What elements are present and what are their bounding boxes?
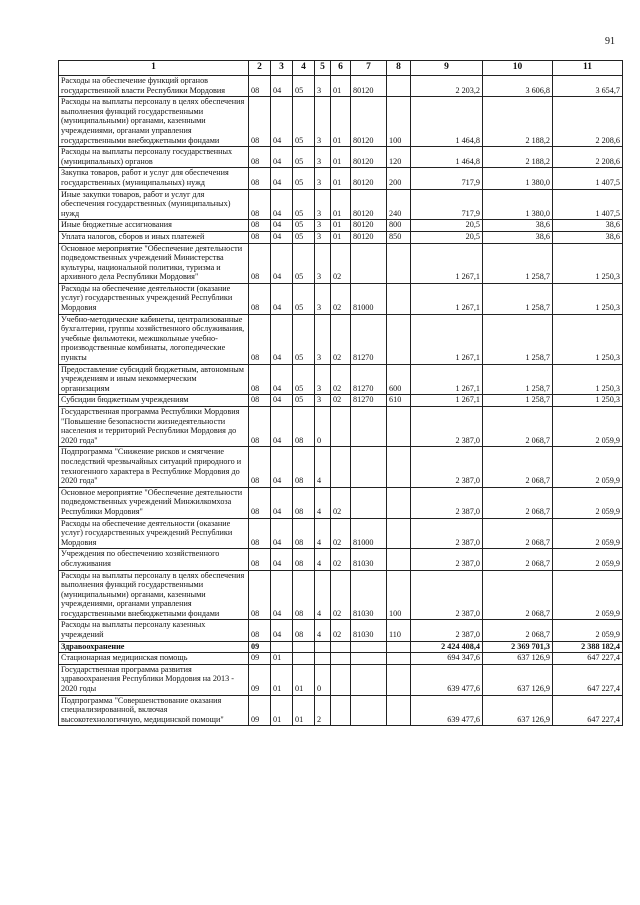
header-cell: 8 [387,61,411,76]
code-cell: 05 [293,364,315,395]
amount-cell: 2 068,7 [483,447,553,487]
table-row [59,487,623,518]
code-cell [293,653,315,665]
code-cell: 80120 [351,189,387,220]
code-cell: 05 [293,231,315,243]
amount-cell: 2 059,9 [553,407,623,447]
code-cell [315,641,331,653]
code-cell: 01 [331,76,351,97]
code-cell: 0 [315,407,331,447]
header-cell: 6 [331,61,351,76]
table-row [59,231,623,243]
amount-cell: 717,9 [411,168,483,189]
code-cell [331,695,351,726]
amount-cell: 694 347,6 [411,653,483,665]
header-cell: 9 [411,61,483,76]
amount-cell: 20,5 [411,231,483,243]
code-cell: 610 [387,395,411,407]
amount-cell: 38,6 [553,231,623,243]
amount-cell: 2 059,9 [553,549,623,570]
code-cell [351,487,387,518]
code-cell: 600 [387,364,411,395]
code-cell: 08 [249,364,271,395]
amount-cell: 2 059,9 [553,518,623,549]
code-cell: 05 [293,220,315,232]
row-label: Расходы на выплаты персоналу в целях обеспечения выполнения функций государственными (муниципальными) органами, казенными учреждениями, органами управления государственными внебюджетными фондами [59,97,249,147]
code-cell: 04 [271,395,293,407]
amount-cell: 1 258,7 [483,395,553,407]
code-cell: 01 [331,231,351,243]
code-cell: 200 [387,168,411,189]
code-cell: 02 [331,283,351,314]
code-cell [387,447,411,487]
code-cell: 80120 [351,168,387,189]
amount-cell: 2 203,2 [411,76,483,97]
code-cell: 08 [249,147,271,168]
page-number: 91 [605,36,615,47]
amount-cell: 1 258,7 [483,314,553,364]
code-cell: 04 [271,518,293,549]
code-cell [271,641,293,653]
amount-cell: 717,9 [411,189,483,220]
code-cell: 0 [315,664,331,695]
code-cell: 02 [331,364,351,395]
row-label: Иные бюджетные ассигнования [59,220,249,232]
amount-cell: 1 267,1 [411,283,483,314]
code-cell [387,283,411,314]
amount-cell: 3 606,8 [483,76,553,97]
code-cell: 01 [293,695,315,726]
code-cell: 800 [387,220,411,232]
amount-cell: 1 250,3 [553,395,623,407]
row-label: Учебно-методические кабинеты, централизованные бухгалтерии, группы хозяйственного обслуживания, учебные фильмотеки, межшкольные учебно-производственные комбинаты, логопедические пункты [59,314,249,364]
row-label: Подпрограмма "Снижение рисков и смягчение последствий чрезвычайных ситуаций природного и техногенного характера в Республике Мордовия до 2020 года" [59,447,249,487]
table-row [59,653,623,665]
amount-cell: 1 258,7 [483,243,553,283]
code-cell: 04 [271,549,293,570]
code-cell: 08 [249,243,271,283]
header-cell: 4 [293,61,315,76]
code-cell: 08 [249,231,271,243]
table-row [59,76,623,97]
amount-cell: 2 068,7 [483,620,553,641]
amount-cell: 1 250,3 [553,364,623,395]
code-cell: 850 [387,231,411,243]
code-cell [387,76,411,97]
code-cell: 08 [249,76,271,97]
code-cell: 08 [293,447,315,487]
amount-cell: 647 227,4 [553,664,623,695]
code-cell: 05 [293,395,315,407]
table-row [59,97,623,147]
code-cell: 08 [249,620,271,641]
amount-cell: 647 227,4 [553,653,623,665]
table-row [59,243,623,283]
code-cell: 3 [315,147,331,168]
amount-cell: 639 477,6 [411,664,483,695]
code-cell [351,695,387,726]
code-cell: 3 [315,231,331,243]
amount-cell: 647 227,4 [553,695,623,726]
code-cell: 05 [293,243,315,283]
code-cell: 08 [249,549,271,570]
table-row [59,147,623,168]
amount-cell: 637 126,9 [483,695,553,726]
row-label: Стационарная медицинская помощь [59,653,249,665]
code-cell: 08 [293,570,315,620]
code-cell: 04 [271,189,293,220]
code-cell: 04 [271,447,293,487]
amount-cell: 1 267,1 [411,364,483,395]
row-label: Расходы на обеспечение деятельности (оказание услуг) государственных учреждений Республики Мордовия [59,518,249,549]
code-cell [387,243,411,283]
amount-cell: 3 654,7 [553,76,623,97]
code-cell: 01 [331,97,351,147]
row-label: Уплата налогов, сборов и иных платежей [59,231,249,243]
code-cell: 01 [331,168,351,189]
amount-cell: 2 208,6 [553,147,623,168]
code-cell: 3 [315,220,331,232]
amount-cell: 2 387,0 [411,549,483,570]
header-row [59,61,623,76]
code-cell: 08 [249,518,271,549]
code-cell: 80120 [351,147,387,168]
code-cell: 09 [249,695,271,726]
code-cell: 02 [331,314,351,364]
amount-cell: 1 380,0 [483,168,553,189]
code-cell [351,653,387,665]
amount-cell: 2 068,7 [483,570,553,620]
header-cell: 10 [483,61,553,76]
code-cell: 08 [249,407,271,447]
code-cell [387,407,411,447]
table-row [59,695,623,726]
code-cell: 3 [315,168,331,189]
code-cell [331,447,351,487]
code-cell [315,653,331,665]
amount-cell: 1 258,7 [483,283,553,314]
code-cell [351,407,387,447]
amount-cell: 2 068,7 [483,549,553,570]
code-cell: 02 [331,518,351,549]
code-cell: 02 [331,549,351,570]
table-row [59,189,623,220]
code-cell: 04 [271,570,293,620]
code-cell: 3 [315,364,331,395]
header-cell: 7 [351,61,387,76]
table-body [59,76,623,726]
amount-cell: 2 387,0 [411,518,483,549]
code-cell: 3 [315,314,331,364]
code-cell: 05 [293,97,315,147]
code-cell: 81270 [351,395,387,407]
row-label: Расходы на выплаты персоналу государственных (муниципальных) органов [59,147,249,168]
amount-cell: 2 059,9 [553,570,623,620]
code-cell: 3 [315,243,331,283]
amount-cell: 1 464,8 [411,147,483,168]
code-cell: 3 [315,283,331,314]
amount-cell: 1 267,1 [411,395,483,407]
header-cell: 2 [249,61,271,76]
amount-cell: 2 059,9 [553,620,623,641]
amount-cell: 2 059,9 [553,487,623,518]
amount-cell: 1 464,8 [411,97,483,147]
header-cell: 1 [59,61,249,76]
code-cell: 08 [249,189,271,220]
code-cell: 01 [331,220,351,232]
amount-cell: 2 369 701,3 [483,641,553,653]
code-cell: 08 [293,620,315,641]
row-label: Подпрограмма "Совершенствование оказания специализированной, включая высокотехнологичную, медицинской помощи" [59,695,249,726]
code-cell [351,243,387,283]
code-cell: 120 [387,147,411,168]
code-cell: 08 [249,447,271,487]
code-cell: 81000 [351,518,387,549]
code-cell: 100 [387,570,411,620]
code-cell: 3 [315,189,331,220]
code-cell: 08 [249,570,271,620]
row-label: Здравоохранение [59,641,249,653]
code-cell: 04 [271,97,293,147]
code-cell: 80120 [351,97,387,147]
amount-cell: 637 126,9 [483,664,553,695]
code-cell: 08 [249,97,271,147]
code-cell: 09 [249,664,271,695]
code-cell: 08 [293,487,315,518]
table-row [59,283,623,314]
table-row [59,220,623,232]
row-label: Расходы на обеспечение функций органов государственной власти Республики Мордовия [59,76,249,97]
code-cell: 81270 [351,314,387,364]
code-cell [331,664,351,695]
amount-cell: 1 250,3 [553,243,623,283]
code-cell: 08 [293,407,315,447]
code-cell: 81030 [351,549,387,570]
code-cell: 09 [249,653,271,665]
row-label: Основное мероприятие "Обеспечение деятельности подведомственных учреждений Минжилкомхоза Республики Мордовия" [59,487,249,518]
code-cell: 81030 [351,620,387,641]
amount-cell: 2 068,7 [483,487,553,518]
code-cell [387,549,411,570]
amount-cell: 1 258,7 [483,364,553,395]
amount-cell: 639 477,6 [411,695,483,726]
amount-cell: 1 407,5 [553,189,623,220]
table-row [59,395,623,407]
row-label: Субсидии бюджетным учреждениям [59,395,249,407]
amount-cell: 1 267,1 [411,243,483,283]
code-cell: 01 [271,653,293,665]
table-row [59,447,623,487]
code-cell: 04 [271,168,293,189]
code-cell [331,407,351,447]
code-cell: 4 [315,487,331,518]
row-label: Расходы на выплаты персоналу в целях обеспечения выполнения функций государственными (муниципальными) органами, казенными учреждениями, органами управления государственными внебюджетными фондами [59,570,249,620]
amount-cell: 1 267,1 [411,314,483,364]
code-cell [331,641,351,653]
row-label: Закупка товаров, работ и услуг для обеспечения государственных (муниципальных) нужд [59,168,249,189]
code-cell [387,641,411,653]
code-cell: 01 [331,147,351,168]
code-cell: 08 [249,487,271,518]
row-label: Государственная программа Республики Мордовия "Повышение безопасности жизнедеятельности населения и территорий Республики Мордовия до 2020 года" [59,407,249,447]
amount-cell: 2 208,6 [553,97,623,147]
header-cell: 11 [553,61,623,76]
code-cell: 01 [331,189,351,220]
code-cell: 04 [271,283,293,314]
code-cell [331,653,351,665]
code-cell: 3 [315,395,331,407]
code-cell [387,695,411,726]
code-cell: 08 [249,168,271,189]
table-row [59,314,623,364]
amount-cell: 2 388 182,4 [553,641,623,653]
amount-cell: 2 188,2 [483,147,553,168]
code-cell: 4 [315,620,331,641]
amount-cell: 2 059,9 [553,447,623,487]
code-cell: 05 [293,189,315,220]
table-row [59,620,623,641]
code-cell: 240 [387,189,411,220]
code-cell [293,641,315,653]
code-cell [351,447,387,487]
code-cell: 4 [315,570,331,620]
amount-cell: 2 068,7 [483,518,553,549]
row-label: Иные закупки товаров, работ и услуг для обеспечения государственных (муниципальных) нужд [59,189,249,220]
code-cell: 04 [271,314,293,364]
code-cell: 08 [249,314,271,364]
code-cell: 2 [315,695,331,726]
code-cell: 08 [249,395,271,407]
code-cell: 01 [271,695,293,726]
amount-cell: 38,6 [483,231,553,243]
code-cell: 04 [271,147,293,168]
code-cell: 02 [331,620,351,641]
code-cell: 4 [315,447,331,487]
code-cell [387,487,411,518]
code-cell: 81030 [351,570,387,620]
budget-table [58,60,623,726]
code-cell: 81270 [351,364,387,395]
table-row [59,641,623,653]
code-cell: 80120 [351,76,387,97]
code-cell: 01 [271,664,293,695]
amount-cell: 1 250,3 [553,314,623,364]
code-cell: 05 [293,314,315,364]
code-cell [387,653,411,665]
row-label: Учреждения по обеспечению хозяйственного обслуживания [59,549,249,570]
row-label: Расходы на выплаты персоналу казенных учреждений [59,620,249,641]
code-cell: 02 [331,395,351,407]
code-cell: 02 [331,487,351,518]
code-cell: 05 [293,76,315,97]
amount-cell: 2 068,7 [483,407,553,447]
code-cell: 80120 [351,220,387,232]
code-cell: 04 [271,487,293,518]
code-cell: 05 [293,168,315,189]
row-label: Расходы на обеспечение деятельности (оказание услуг) государственных учреждений Республики Мордовия [59,283,249,314]
code-cell: 08 [293,518,315,549]
amount-cell: 38,6 [553,220,623,232]
code-cell: 04 [271,76,293,97]
amount-cell: 2 387,0 [411,407,483,447]
code-cell: 08 [293,549,315,570]
code-cell: 80120 [351,231,387,243]
amount-cell: 1 380,0 [483,189,553,220]
table-row [59,168,623,189]
header-cell: 5 [315,61,331,76]
code-cell: 04 [271,407,293,447]
table-row [59,364,623,395]
header-cell: 3 [271,61,293,76]
code-cell: 09 [249,641,271,653]
amount-cell: 1 407,5 [553,168,623,189]
table-row [59,549,623,570]
amount-cell: 1 250,3 [553,283,623,314]
code-cell: 01 [293,664,315,695]
row-label: Основное мероприятие "Обеспечение деятельности подведомственных учреждений Министерства культуры, национальной политики, туризма и архивного дела Республики Мордовия" [59,243,249,283]
code-cell: 3 [315,97,331,147]
row-label: Государственная программа развития здравоохранения Республики Мордовия на 2013 - 2020 годы [59,664,249,695]
amount-cell: 38,6 [483,220,553,232]
amount-cell: 2 188,2 [483,97,553,147]
code-cell: 02 [331,570,351,620]
amount-cell: 2 387,0 [411,447,483,487]
code-cell: 04 [271,364,293,395]
amount-cell: 2 387,0 [411,487,483,518]
amount-cell: 20,5 [411,220,483,232]
code-cell: 4 [315,549,331,570]
code-cell [387,314,411,364]
code-cell: 05 [293,147,315,168]
amount-cell: 2 387,0 [411,570,483,620]
table-row [59,664,623,695]
amount-cell: 2 387,0 [411,620,483,641]
code-cell: 100 [387,97,411,147]
code-cell: 3 [315,76,331,97]
row-label: Предоставление субсидий бюджетным, автономным учреждениям и иным некоммерческим организациям [59,364,249,395]
code-cell: 05 [293,283,315,314]
code-cell: 08 [249,283,271,314]
code-cell [387,664,411,695]
code-cell: 04 [271,620,293,641]
code-cell: 4 [315,518,331,549]
code-cell: 02 [331,243,351,283]
code-cell [387,518,411,549]
code-cell [351,641,387,653]
table-row [59,407,623,447]
amount-cell: 2 424 408,4 [411,641,483,653]
table-row [59,570,623,620]
code-cell: 04 [271,231,293,243]
code-cell [351,664,387,695]
amount-cell: 637 126,9 [483,653,553,665]
code-cell: 04 [271,243,293,283]
code-cell: 08 [249,220,271,232]
code-cell: 04 [271,220,293,232]
code-cell: 81000 [351,283,387,314]
code-cell: 110 [387,620,411,641]
table-row [59,518,623,549]
